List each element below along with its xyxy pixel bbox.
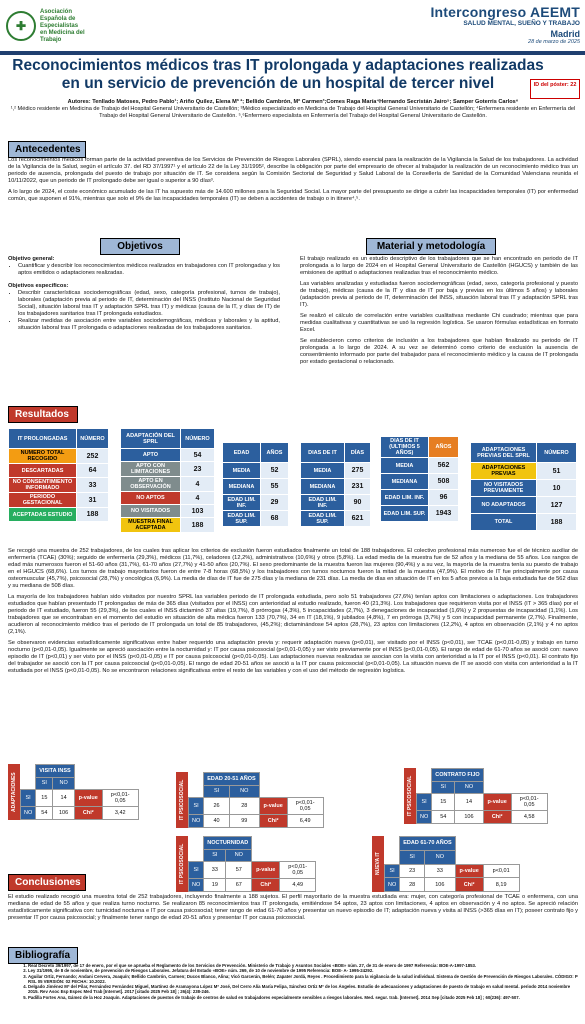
table-dias-it (300, 442, 371, 527)
poster-title: Reconocimientos médicos tras IT prolongada y adaptaciones realizadas en un servicio de prevención de un hospital de tercer nivel (12, 57, 544, 92)
cell: 26 (204, 798, 230, 815)
col-si: SI (204, 785, 230, 798)
table-header-cell: DIAS DE IT (ULTIMOS 5 AÑOS) (381, 437, 429, 458)
table-row (9, 449, 109, 464)
row-value: 51 (537, 463, 577, 480)
table-row (301, 495, 371, 511)
row-label: ADAPTACIONES PREVIAS (471, 463, 537, 480)
material-p: Se realizó el cálculo de correlación entre variables cualitativas mediante Chi cuadrado; mientras que para medidas cualitativas y cuantitativas se usó la regresión logística. Se usaron fórmulas estadísticas en formato Excel. (300, 313, 578, 333)
row-label: MEDIANA (381, 474, 429, 490)
row-value: 52 (261, 463, 289, 479)
row-si: SI (417, 794, 432, 811)
cell: 33 (204, 862, 226, 879)
row-value: 90 (345, 495, 371, 511)
crosstab-side-label: IT PSICOSOCIAL (404, 768, 416, 824)
table-header-cell: NÚMERO (537, 443, 577, 463)
table-row (381, 474, 459, 490)
cell: 40 (204, 815, 230, 828)
row-value: 275 (345, 463, 371, 479)
crosstab-head: EDAD 61-70 AÑOS (400, 837, 455, 851)
row-label: MEDIA (381, 458, 429, 474)
crosstab-0 (8, 764, 139, 820)
table-row (121, 518, 215, 533)
antecedentes-text (8, 157, 578, 207)
cell: 106 (455, 811, 483, 824)
row-si: SI (189, 862, 204, 879)
section-resultados: Resultados (8, 406, 78, 423)
table-row (223, 479, 289, 495)
row-no: NO (189, 815, 204, 828)
row-value: 54 (181, 449, 215, 462)
crosstab-table (188, 772, 324, 828)
conference-date: 28 de marzo de 2025 (528, 39, 580, 45)
row-label: EDAD LIM. SUP. (301, 511, 345, 527)
cell: 14 (53, 790, 74, 807)
col-no: NO (229, 785, 259, 798)
row-label: MEDIA (301, 463, 345, 479)
table-row (381, 458, 459, 474)
row-value: 23 (181, 462, 215, 477)
reference-item: 1. Real Decreto 39/1997, de 17 de enero, por el que se aprueba el Reglamento de los Servicios de Prevención. Ministerio de Trabajo y Asuntos Sociales «BOE» núm. 27, de 31 de enero de 1997 Referencia: BOE-A-1997-1853. (28, 963, 578, 968)
material-p: El trabajo realizado es un estudio descriptivo de los trabajadores que se han encontrado en periodo de IT prolongada a lo largo de 2024 en el Hospital General Universitario de Castellón (HGUCS) y también de las emisiones de aptitud o adaptaciones realizadas tras el reconocimiento médico. (300, 256, 578, 276)
cell: 57 (226, 862, 252, 879)
row-label: MEDIANA (301, 479, 345, 495)
row-value: 188 (537, 514, 577, 531)
p-value: p<0,01-0,05 (511, 794, 547, 811)
col-si: SI (400, 850, 425, 864)
p-value: p<0,01-0,05 (287, 798, 323, 815)
results-text (8, 548, 578, 679)
p-value-label: p-value (74, 790, 102, 807)
objetivo-especifico-item: • Describir características sociodemográficas (edad, sexo, categoría profesional, turnos de trabajo), laborales (adaptación previa al periodo de IT, determinación del INSS (Instituto Nacional de Seguridad Social), situación laboral tras IT y adaptación SPRL tras IT) y médicas (causa de la IT, y días de IT) de los trabajadores sanitarios tras IT prolongada estudiados. (18, 290, 280, 318)
crosstab-side-label: IT PSICOSOCIAL (176, 772, 188, 828)
cell: 28 (400, 878, 425, 892)
section-conclusiones: Conclusiones (8, 874, 86, 891)
table-row (301, 479, 371, 495)
association-logo (6, 4, 124, 48)
row-value: 562 (429, 458, 459, 474)
objetivo-especifico-item: • Realizar medidas de asociación entre variables sociodemográficas, médicas y laborales y la aptitud, situación laboral tras IT prolongada o adaptaciones realizadas de los trabajadores sanitarios. (18, 318, 280, 332)
table-row (223, 463, 289, 479)
table-row (9, 508, 109, 522)
table-header-cell: DIAS DE IT (301, 443, 345, 463)
reference-item: 3. Aguilar Ortiz, Fernando; Andani Cervera, Joaquín; Bellido Cambrón, Carmen; Ducos Blanco, Alina; Vicó Garcerán, Belén; Zapater Jordá, Reyes . Procedimiento para la vigilancia de la salud individual. Sistema de Gestión de Prevención de Riesgos Laborales. CÓDIGO: P RSL 05 VERSIÓN: 02 FECHA: 10.2022. (28, 974, 578, 985)
results-p1: Se recogió una muestra de 252 trabajadores, de los cuales tras aplicar los criterios de exclusión fueron estudiados finalmente un total de 188 trabajadores. El colectivo profesional más numeroso fue el de técnico auxiliar de enfermería (TCAE) (30%); seguido de enfermería (29,3%), médicos (11,7%), celadores (12,2%), administrativos (10,6%) y otros (5,8%). La edad media de la muestra fue de 52 años y la mediana de 55 años. Los rangos de edad más numerosos fueron el 51-60 años (31,7%), 61-70 años (27,7%) y 41-50 años (20,7%). El sexo predominante de la muestra fueron las mujeres (90,4%) y a su vez, la mayoría de la muestra tenía su puesto de trabajo en el HGUCS (68,6%). Los turnos de trabajo mayoritarios fueron de entre 7-8 horas (68,5%) y los trabajadores con turnos nocturnos fueron la mitad de la muestra (47,9%). El motivo de IT fue principalmente por causa osteomuscular (45,7%), psicosocial (28,7%) y oncológica (6,9%). La media de días de IT fue de 275 días y la mediana de 231 días. La media de días en situación de IT en los 5 años previos a la baja estudiada fue de 562 días y su mediana de 508 días. (8, 548, 578, 589)
table-row (9, 493, 109, 508)
chi-label: Chi² (483, 811, 511, 824)
row-value: 55 (261, 479, 289, 495)
row-label: NO ADAPTADOS (471, 497, 537, 514)
table-row (223, 511, 289, 527)
col-no: NO (53, 777, 74, 790)
col-si: SI (432, 781, 455, 794)
table-row (471, 463, 577, 480)
chi-label: Chi² (74, 807, 102, 820)
material-block (300, 256, 578, 370)
table-it-prolongadas (8, 428, 109, 522)
row-value: 68 (261, 511, 289, 527)
table-row (471, 514, 577, 531)
table-row (471, 497, 577, 514)
col-no: NO (455, 781, 483, 794)
table-dias-it-5-anos (380, 436, 459, 522)
cell: 15 (432, 794, 455, 811)
row-label: PERIODO GESTACIONAL (9, 493, 77, 508)
crosstab-1 (176, 772, 324, 828)
p-value-label: p-value (483, 794, 511, 811)
row-value: 33 (77, 478, 109, 493)
reference-item: 5. Padilla Fortes Ana, Gámez de la Hoz Joaquín. Adaptaciones de puestos de trabajo de centros de salud en trabajadores especialmente sensibles a riesgos laborales. Med. segur. trab. [Internet]. 2014 Sep [citado 2025 Feb 18] ; 60(236): 497-507. (28, 995, 578, 1000)
table-header-row (381, 437, 459, 458)
row-no: NO (21, 807, 36, 820)
section-material: Material y metodología (366, 238, 496, 255)
conference-title: Intercongreso AEEMT (430, 4, 580, 20)
table-header-cell: ADAPTACIONES PREVIAS DEL SPRL (471, 443, 537, 463)
row-label: APTO (121, 449, 181, 462)
table-row (471, 480, 577, 497)
table-header-cell: ADAPTACIÓN DEL SPRL (121, 429, 181, 449)
p-value-label: p-value (455, 864, 483, 878)
row-si: SI (21, 790, 36, 807)
cell: 99 (229, 815, 259, 828)
crosstab-table (20, 764, 139, 820)
table-row (121, 449, 215, 462)
row-label: EDAD LIM. INF. (223, 495, 261, 511)
table-adaptaciones-previas (470, 442, 577, 531)
table-header-cell: EDAD (223, 443, 261, 463)
table-row (9, 464, 109, 478)
crosstab-2 (404, 768, 548, 824)
p-value: p<0,01 (483, 864, 519, 878)
row-label: TOTAL (471, 514, 537, 531)
table-header-row (121, 429, 215, 449)
chi-value: 6,49 (287, 815, 323, 828)
section-antecedentes: Antecedentes (8, 141, 86, 158)
p-value: p<0,01-0,05 (102, 790, 138, 807)
col-no: NO (425, 850, 456, 864)
cell: 14 (455, 794, 483, 811)
antecedentes-p2: A lo largo de 2024, el coste económico acumulado de las IT ha supuesto más de 14.600 millones para la Seguridad Social. La mayor parte del presupuesto se dirige a cubrir las incapacidades temporales (IT) por enfermedad común, que suponen el 91%, mientras que solo el 9% de las incapacidades temporales (IT) se deben a accidentes de trabajo o in itinere⁴,⁵. (8, 189, 578, 202)
row-value: 10 (537, 480, 577, 497)
crosstab-head: NOCTURNIDAD (204, 837, 252, 850)
cell: 106 (425, 878, 456, 892)
row-label: EDAD LIM. INF. (301, 495, 345, 511)
row-no: NO (385, 878, 400, 892)
reference-item: 2. Ley 31/1995, de 8 de noviembre, de prevención de Riesgos Laborales. Jefatura del Estado «BOE» núm. 269, de 10 de noviembre de 1995 Referencia: BOE- A- 1995-24292. (28, 968, 578, 973)
row-value: 231 (345, 479, 371, 495)
antecedentes-p1: Los reconocimientos médicos forman parte de la actividad preventiva de los Servicios de Prevención de Riesgos Laborales (SPRL), siendo esencial para la realización de la Vigilancia la Salud de los trabajadores. La actividad de la Vigilancia de la Salud, según el artículo 37. del RD 37/1997¹ y el artículo 22 de la Ley 31/1995², describe la obligación por parte del empresario de ofrecer al trabajador la realización de un reconocimiento médico tras un periodo de ausencia, prolongada del puesto de trabajo por situación de IT. Se considera según la Comisión Sectorial de Seguridad y Salud Laboral de la Consellería de Sanidad de la Comunidad Valenciana reunida el 10/11/2022, que un periodo de IT prolongado debe ser igual o superior a 90 días³. (8, 157, 578, 184)
table-header-cell: AÑOS (261, 443, 289, 463)
row-label: APTO EN OBSERVACIÓN (121, 477, 181, 492)
crosstab-3 (176, 836, 316, 892)
row-si: SI (385, 864, 400, 878)
chi-label: Chi² (252, 879, 280, 892)
conference-city: Madrid (550, 29, 580, 39)
bibliografia-list (20, 963, 578, 1000)
chi-label: Chi² (455, 878, 483, 892)
row-label: EDAD LIM. SUP. (381, 506, 429, 522)
table-edad (222, 442, 289, 527)
table-header-row (471, 443, 577, 463)
table-row (381, 506, 459, 522)
crosstab-table (416, 768, 548, 824)
material-p: Se establecieron como criterios de inclusión a los trabajadores que habían finalizado su periodo de IT prolongada a lo largo de 2024. A su vez se determinó como criterio de exclusión la ausencia de consentimiento informado por parte del trabajador para el reconocimiento médico y la causa de IT prolongada por estado gestacional o relacionado. (300, 338, 578, 365)
objetivos-block (8, 256, 280, 332)
row-label: NO VISITADOS PREVIAMENTE (471, 480, 537, 497)
affiliations: ¹,² Médico residente en Medicina de Trabajo del Hospital General Universitario de Castellón; ³Médico especializado en Medicina de Trabajo del Hospital General Universitario de Castellón; ⁴Enfermera residente en Enfermería del Trabajo del Hospital General Universitario de Castellón. ⁵,⁶Enfermero especialista en Enfermería del Trabajo del Hospital General Universitario de Castellón. (10, 105, 576, 119)
chi-value: 3,42 (102, 807, 138, 820)
row-label: EDAD LIM. SUP. (223, 511, 261, 527)
table-header-row (223, 443, 289, 463)
table-header-cell: DÍAS (345, 443, 371, 463)
row-value: 188 (77, 508, 109, 522)
crosstab-side-label: ADAPTACIONES (8, 764, 20, 820)
row-label: NO VISITADOS (121, 505, 181, 518)
material-p: Las variables analizadas y estudiadas fueron sociodemográficas (edad, sexo, categoría profesional y puesto de trabajo), médicas (causa de la IT y días de IT por baja y previas en los últimos 5 años) y laborales (adaptación previa al periodo de IT, determinación del INSS, situación laboral tras IT y adaptación SPRL tras IT). (300, 281, 578, 308)
results-p3: Se observaron evidencias estadísticamente significativas entre haber requerido una adaptación previa y: requerir adaptación nueva (p<0,01), ser visitado por el INSS (p<0,01), ser TCAE (p<0,01-0,05) y trabajo en turno nocturno (p<0,01-0,05). Igualmente se apreció asociación entre la nocturnidad y: IT por causa psicosocial (p<0,01-0,05) y ser visto previamente por el INSS (p<0,01-0,05). El rango de edad de 61-70 años se asoció con: nuevo episodio de IT (p<0,01) y ser visto por el INSS (p<0,01-0,05) e IT por causa psicosocial (p<0,01-0,05). Las adaptaciones nuevas realizadas se asocian con la visita con anterioridad a la IT por el INSS (p<0,01). El contrato fijo del trabajador se asoció con la IT por causa psicosocial (p<0,01-0,05). El rango de edad 20-51 años se asoció a la IT por causa psicosocial (p<0,01-0,05). La situación nueva de IT se asoció con visita con anterioridad a la IT estudiada por el INSS (p<0,01-0,05). No se encontraron relaciones significativas entre el resto de las variables y con el uso del método de regresión logística. (8, 640, 578, 674)
row-label: MEDIA (223, 463, 261, 479)
objetivo-general-title: Objetivo general: (8, 256, 55, 262)
cell: 106 (53, 807, 74, 820)
row-label: DESCARTADAS (9, 464, 77, 478)
seal-icon: ✚ (6, 11, 36, 41)
row-value: 103 (181, 505, 215, 518)
row-no: NO (417, 811, 432, 824)
cell: 19 (204, 879, 226, 892)
conclusiones-text: El estudio realizado recogió una muestra total de 252 trabajadores, incluyendo finalmente a 188 sujetos. El perfil mayoritario de la muestra estudiada era: mujer, con categoría profesional de TCAE o enfermera, con una mediana de edad de 55 años y que realiza turno nocturno. Se realizaron 85 reconocimientos tras IT prolongada, emitiéndose 54 aptos, 23 aptos con limitaciones, 4 aptos en observación y 4 no aptos. Se apreció relación estadísticamente significativa con: turnicidad nocturna e IT por causa psicosocial; tener rango de edad 61-70 años y presentar un nuevo episodio de IT; adaptación nueva y visita al INSS (>365 días en IT); poseer contrato fijo y presentar IT por causa psicosocial; y finalmente tener rango de edad 20-51 años y presentar IT por causa psicosocial. (8, 894, 578, 921)
row-value: 252 (77, 449, 109, 464)
row-value: 4 (181, 492, 215, 505)
p-value-label: p-value (259, 798, 287, 815)
row-value: 508 (429, 474, 459, 490)
row-label: ACEPTADAS ESTUDIO (9, 508, 77, 522)
table-row (381, 490, 459, 506)
table-header-row (301, 443, 371, 463)
table-header-cell: NÚMERO (181, 429, 215, 449)
table-header-cell: IT PROLONGADAS (9, 429, 77, 449)
col-no: NO (226, 849, 252, 862)
row-value: 621 (345, 511, 371, 527)
table-row (121, 505, 215, 518)
conference-subtitle: SALUD MENTAL, SUEÑO Y TRABAJO (463, 20, 580, 27)
row-value: 29 (261, 495, 289, 511)
crosstab-side-label: IT PSICOSOCIAL (176, 836, 188, 892)
cell: 54 (36, 807, 53, 820)
crosstab-head: CONTRATO FIJO (432, 769, 483, 782)
cell: 23 (400, 864, 425, 878)
table-header-cell: AÑOS (429, 437, 459, 458)
section-bibliografia: Bibliografía (8, 947, 78, 964)
crosstab-table (384, 836, 520, 892)
logo-text: Asociación Española de Especialistas en Medicina del Trabajo (40, 8, 85, 43)
crosstab-table (188, 836, 316, 892)
section-objetivos: Objetivos (100, 238, 180, 255)
chi-value: 8,19 (483, 878, 519, 892)
row-label: MUESTRA FINAL ACEPTADA (121, 518, 181, 533)
row-label: APTO CON LIMITACIONES (121, 462, 181, 477)
chi-value: 4,58 (511, 811, 547, 824)
row-label: NO CONSENTIMIENTO INFORMADO (9, 478, 77, 493)
crosstab-side-label: NUEVA IT (372, 836, 384, 892)
table-row (121, 462, 215, 477)
cell: 54 (432, 811, 455, 824)
cell: 67 (226, 879, 252, 892)
row-value: 31 (77, 493, 109, 508)
row-value: 1943 (429, 506, 459, 522)
objetivo-especifico-title: Objetivos específicos: (8, 283, 69, 289)
cell: 33 (425, 864, 456, 878)
table-row (121, 492, 215, 505)
chi-value: 4,49 (280, 879, 316, 892)
col-si: SI (204, 849, 226, 862)
table-header-cell: NÚMERO (77, 429, 109, 449)
table-adaptacion-sprl (120, 428, 215, 533)
cell: 28 (229, 798, 259, 815)
row-no: NO (189, 879, 204, 892)
crosstab-head: EDAD 20-51 AÑOS (204, 773, 259, 786)
row-label: NUMERO TOTAL RECOGIDO (9, 449, 77, 464)
row-value: 4 (181, 477, 215, 492)
poster-id-badge: ID del póster: 22 (530, 79, 580, 99)
row-value: 96 (429, 490, 459, 506)
table-row (121, 477, 215, 492)
table-header-row (9, 429, 109, 449)
col-si: SI (36, 777, 53, 790)
crosstab-4 (372, 836, 520, 892)
table-row (301, 511, 371, 527)
p-value: p<0,01-0,05 (280, 862, 316, 879)
row-si: SI (189, 798, 204, 815)
table-row (223, 495, 289, 511)
row-label: NO APTOS (121, 492, 181, 505)
row-value: 127 (537, 497, 577, 514)
results-p2: La mayoría de los trabajadores habían sido visitados por nuestro SPRL las variables periodo de IT prolongada estudiada, pero solo 51 trabajadores (27,6%) tenían aptos con limitaciones o adaptaciones. Los trabajadores estudiados que habían presentado IT prolongadas de más de 365 días (visitados por el INSS) con anterioridad al estudio realizado, fueron 40 (21,3%). Los trabajadores que requirieron visita por el INSS (IT > 365 días) por el periodo de IT estudiado, fueron 55 (29,3%), de los cuales el INSS dictaminó 37 altas (19,7%), 8 prórrogas (4,3%), 5 incapacidades (2,7%), 3 denegaciones de incapacidad (1,6%) y 2 propuestas de incapacidad (1,1%). Los trabajadores que se encontraban en el momento del estudio en situación de alta médica fueron 133 (70,7%), 34 en IT (18,1%), 9 jubilados (4,8%), 7 en prórroga (3,7%) y 5 con incapacidad permanente (2,7%). Finalmente, acudieron al reconocimiento médico tras el periodo de IT prolongada un total de 85 trabajadores, (45,2%); dictaminándose 54 aptos (28,7%), 23 aptos con limitaciones (12,2%), 4 aptos en observación (2,1%) y 4 no aptos (2,1%). (8, 594, 578, 635)
reference-item: 4. Delgado Jiménez Mª del Pilar, Fernández Fernández Miguel, Martínez de Aramayona López Mª José, Del Cerro Alía María Felipa, Sánchez Ortiz Mª de los Ángeles. Estudio de adecuaciones y adaptaciones de puesto de trabajo en salud mental. periodo 2014 noviembre 2015. Rev Asoc Esp Espec Med Trab [Internet]. 2017 [citado 2025 Feb 18] ; 26(4): 238-246. (28, 984, 578, 995)
conference-header (430, 4, 580, 45)
table-row (9, 478, 109, 493)
cell: 15 (36, 790, 53, 807)
chi-label: Chi² (259, 815, 287, 828)
header-divider (0, 51, 585, 55)
authors-block (8, 99, 578, 119)
row-value: 188 (181, 518, 215, 533)
crosstab-head: VISITA INSS (36, 765, 74, 778)
p-value-label: p-value (252, 862, 280, 879)
authors-line: Autores: Tenllado Matoses, Pedro Pablo¹; Ariño Quílez, Elena Mª ²; Bellido Cambrón, Mª Carmen³;Comes Raga María⁴Hernando Secristán Jairo⁵; Samper Goterris Carlos⁶ (67, 99, 519, 105)
table-row (301, 463, 371, 479)
row-label: MEDIANA (223, 479, 261, 495)
objetivo-general-item: • Cuantificar y describir los reconocimientos médicos realizados en trabajadores con IT prolongadas y los aptos emitidos o adaptaciones realizadas. (18, 263, 280, 277)
row-value: 64 (77, 464, 109, 478)
row-label: EDAD LIM. INF. (381, 490, 429, 506)
